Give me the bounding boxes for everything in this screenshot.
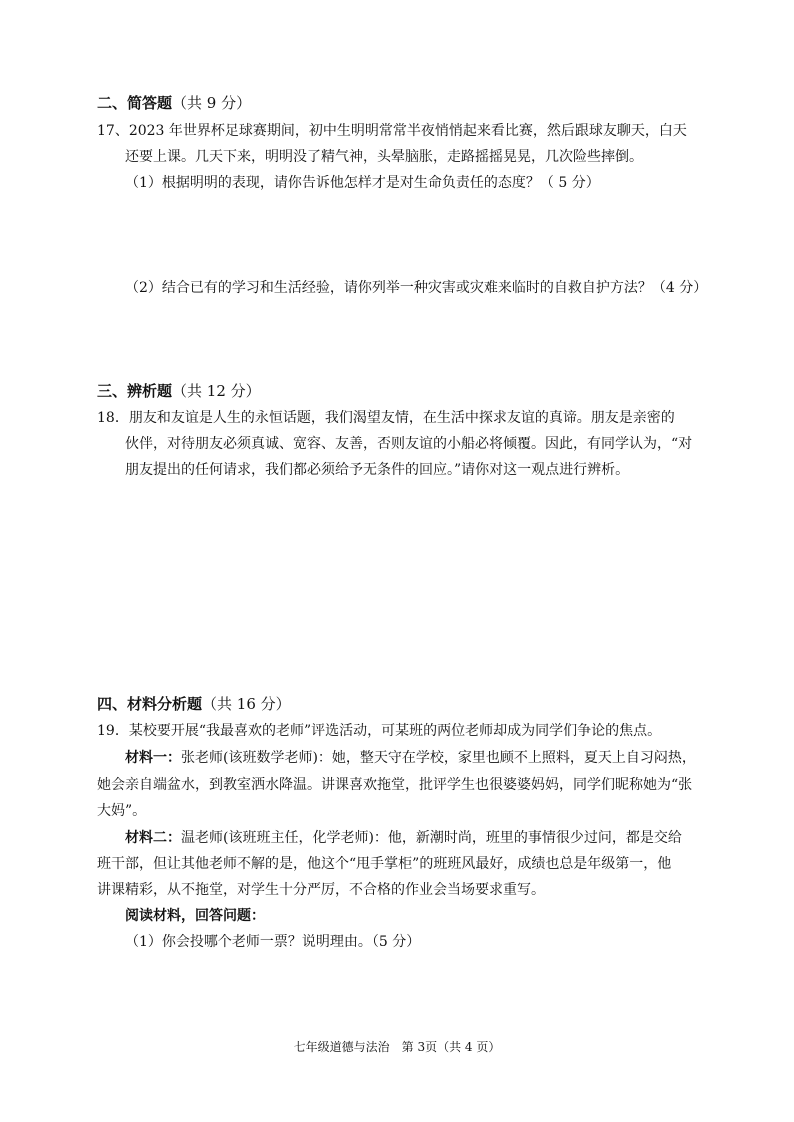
reading-prompt: 阅读材料，回答问题： — [125, 908, 265, 924]
section-3-title: 三、辨析题 — [97, 382, 173, 400]
material-2-label: 材料二： — [125, 830, 181, 846]
section-4-points: （共 16 分） — [202, 695, 291, 713]
material-1-line-3: 大妈”。 — [97, 803, 147, 819]
q18-line-1: 18．朋友和友谊是人生的永恒话题，我们渴望友情，在生活中探求友谊的真谛。朋友是亲密的 — [97, 410, 675, 426]
q18-line-2: 伙伴，对待朋友必须真诚、宽容、友善，否则友谊的小船必将倾覆。因此，有同学认为，“对 — [125, 436, 693, 452]
section-4-title: 四、材料分析题 — [97, 695, 203, 713]
section-3-points: （共 12 分） — [172, 382, 261, 400]
section-4-heading — [97, 695, 291, 713]
material-2-line-1 — [125, 829, 682, 847]
material-1-label: 材料一： — [125, 750, 181, 766]
material-2-line-2: 班干部，但让其他老师不解的是，他这个“甩手掌柜”的班班风最好，成绩也总是年级第一，他 — [97, 856, 672, 872]
q17-sub-question-2: （2）结合已有的学习和生活经验，请你列举一种灾害或灾难来临时的自救自护方法？（4 分） — [125, 280, 708, 296]
q19-sub-question-1: （1）你会投哪个老师一票？说明理由。（5 分） — [125, 934, 421, 950]
q18-line-3: 朋友提出的任何请求，我们都必须给予无条件的回应。”请你对这一观点进行辨析。 — [125, 462, 630, 478]
material-1-line-1 — [125, 749, 696, 767]
section-2-points: （共 9 分） — [172, 94, 252, 112]
material-2-line-3: 讲课精彩，从不拖堂，对学生十分严厉，不合格的作业会当场要求重写。 — [97, 882, 545, 898]
section-3-heading — [97, 382, 261, 400]
material-2-text-1: 温老师(该班班主任，化学老师)：他，新潮时尚，班里的事情很少过问，都是交给 — [181, 830, 682, 846]
section-2-heading — [97, 94, 251, 112]
page-footer: 七年级道德与法治 第 3页（共 4 页） — [293, 1040, 501, 1054]
material-1-text-1: 张老师(该班数学老师)：她，整天守在学校，家里也顾不上照料，夏天上自习闷热， — [181, 750, 696, 766]
q17-line-2: 还要上课。几天下来，明明没了精气神，头晕脑胀，走路摇摇晃晃，几次险些摔倒。 — [125, 149, 643, 165]
material-1-line-2: 她会亲自端盆水，到教室洒水降温。讲课喜欢拖堂，批评学生也很婆婆妈妈，同学们昵称她为“张 — [97, 777, 693, 793]
q17-line-1: 17、2023 年世界杯足球赛期间，初中生明明常常半夜悄悄起来看比赛，然后跟球友聊天，白天 — [97, 123, 687, 139]
q17-sub-question-1: （1）根据明明的表现，请你告诉他怎样才是对生命负责任的态度？（ 5 分） — [125, 175, 600, 191]
section-2-title: 二、简答题 — [97, 94, 173, 112]
q19-line-1: 19．某校要开展“我最喜欢的老师”评选活动，可某班的两位老师却成为同学们争论的焦点。 — [97, 723, 662, 739]
